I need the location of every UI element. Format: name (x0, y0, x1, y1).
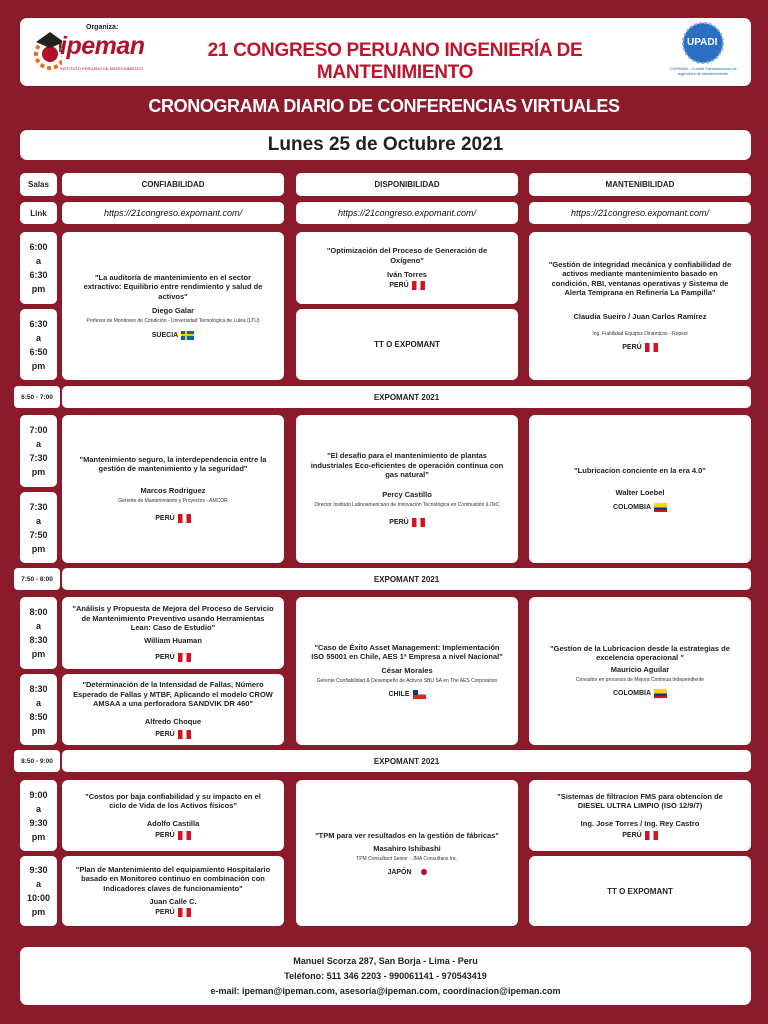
time-slot: 9:30 a 10:00 pm (20, 856, 57, 926)
session-title: "Mantenimiento seguro, la interdependencia entre la gestión de mantenimiento y la seguridad" (79, 454, 267, 474)
country-label: PERÚ (155, 831, 175, 839)
ipeman-subtitle: INSTITUTO PERUANO DE MANTENIMIENTO (60, 66, 144, 71)
speaker-country (613, 689, 667, 698)
speaker-name: Masahiro Ishibashi (373, 844, 441, 853)
speaker-country (387, 869, 426, 876)
speaker-country (155, 514, 190, 523)
speaker-name: Adolfo Castilla (146, 818, 200, 828)
session-card (62, 780, 284, 851)
session-title: "Determinación de la Intensidad de Fallas, Número Esperado de Fallas y MTBF, Aplicando el modelo CROW AMSAA a una perforadora SANDVIK DR 460" (73, 680, 273, 709)
speaker-affiliation: Director Instituto Latinoamericano de Innovación Tecnológica en Combustión iLiTeC (314, 501, 500, 508)
ipeman-logo (26, 22, 154, 82)
country-label: JAPÓN (387, 868, 412, 876)
time-slot: 8:30 a 8:50 pm (20, 674, 57, 745)
speaker-name: Claudia Sueiro / Juan Carlos Ramírez (573, 311, 707, 321)
session-title: "TPM para ver resultados en la gestión de fábricas" (315, 830, 499, 840)
speaker-affiliation: Profesor de Monitoreo de Condición - Universidad Tecnológica de Lulea (LTU) (86, 318, 260, 324)
room-link-disponibilidad[interactable]: https://21congreso.expomant.com/ (296, 202, 518, 224)
room-header-disponibilidad: DISPONIBILIDAD (296, 173, 518, 196)
session-title: "Lubricacion conciente en la era 4.0" (574, 466, 706, 476)
tt-expomant-label: TT O EXPOMANT (374, 340, 440, 349)
room-header-confiabilidad: CONFIABILIDAD (62, 173, 284, 196)
ipeman-wordmark: ipeman (60, 32, 145, 60)
country-label: PERÚ (155, 730, 175, 738)
time-slot: 7:30 a 7:50 pm (20, 492, 57, 563)
country-label: SUECIA (151, 331, 179, 339)
session-card (62, 232, 284, 380)
country-label: PERÚ (155, 515, 175, 523)
session-title: "Sistemas de filtracion FMS para obtencion de DIESEL ULTRA LIMPIO (ISO 12/9/7) (557, 791, 723, 810)
link-label: Link (20, 202, 57, 224)
break-time: 6:50 - 7:00 (14, 386, 60, 408)
speaker-country (389, 518, 424, 527)
header-banner (20, 18, 751, 86)
speaker-country (155, 730, 190, 739)
time-slot: 9:00 a 9:30 pm (20, 780, 57, 851)
break-time: 8:50 - 9:00 (14, 750, 60, 772)
peru-flag-icon (412, 518, 425, 527)
country-label: PERÚ (155, 909, 175, 917)
break-time: 7:50 - 8:00 (14, 568, 60, 590)
session-title: "Plan de Mantenimiento del equipamiento Hospitalario basado en Monitoreo continuo en combinación con Indicadores claves de funcionamiento" (75, 864, 271, 893)
footer-contact (20, 947, 751, 1005)
speaker-affiliation: Gerente de Mantenimiento y Proyectos - AMCOR (118, 497, 228, 504)
speaker-name: Juan Calle C. (149, 897, 197, 907)
session-title: "Optimización del Proceso de Generación de Oxígeno" (326, 246, 488, 265)
session-card (62, 597, 284, 669)
speaker-name: Diego Galar (151, 306, 195, 315)
country-label: PERÚ (155, 653, 175, 661)
speaker-country (389, 690, 426, 699)
speaker-country (613, 503, 667, 512)
peru-flag-icon (645, 343, 658, 352)
session-card (296, 309, 518, 380)
chile-flag-icon (413, 690, 426, 699)
session-card (62, 674, 284, 745)
rooms-label: Salas (20, 173, 57, 196)
upadi-wordmark: UPADI (687, 37, 718, 48)
session-card (62, 415, 284, 563)
session-card (529, 232, 751, 380)
speaker-country (622, 343, 657, 352)
speaker-country (152, 331, 194, 340)
speaker-name: Ing. Jose Torres / Ing. Rey Castro (580, 818, 700, 828)
country-label: PERÚ (389, 519, 409, 526)
speaker-name: Alfredo Choque (144, 716, 202, 726)
expomant-break: EXPOMANT 2021 (62, 386, 751, 408)
speaker-name: Percy Castillo (382, 489, 432, 499)
colombia-flag-icon (654, 503, 667, 512)
gear-icon (26, 28, 62, 78)
session-title: "El desafío para el mantenimiento de plantas industriales Eco-eficientes de operación continua con gas natural" (310, 451, 504, 479)
upadi-logo (663, 22, 743, 82)
speaker-country (389, 281, 424, 290)
footer-phone: Teléfono: 511 346 2203 - 990061141 - 970543419 (284, 970, 487, 981)
session-card (296, 232, 518, 304)
schedule-date: Lunes 25 de Octubre 2021 (20, 130, 751, 160)
peru-flag-icon (178, 908, 191, 917)
speaker-name: Iván Torres (387, 270, 427, 279)
session-card (529, 415, 751, 563)
session-card (529, 780, 751, 851)
peru-flag-icon (645, 831, 658, 840)
session-title: "Gestion de la Lubricacion desde la estrategias de excelencia operacional " (550, 643, 730, 663)
country-label: PERÚ (622, 831, 642, 839)
colombia-flag-icon (654, 689, 667, 698)
japan-flag-icon (421, 869, 427, 875)
session-card (296, 597, 518, 745)
speaker-affiliation: Gerente Confiabilidad & Desempeño de Activos SBU SA en The AES Corporation (316, 677, 498, 684)
session-title: "La auditoría de mantenimiento en el sector extractivo: Equilibrio entre rendimiento y salud de activos" (83, 272, 263, 301)
room-header-mantenibilidad: MANTENIBILIDAD (529, 173, 751, 196)
peru-flag-icon (178, 730, 191, 739)
time-slot: 8:00 a 8:30 pm (20, 597, 57, 669)
speaker-country (622, 831, 657, 840)
session-title: "Costos por baja confiabilidad y su impacto en el ciclo de Vida de los Activos físicos" (85, 791, 261, 810)
room-link-mantenibilidad[interactable]: https://21congreso.expomant.com/ (529, 202, 751, 224)
peru-flag-icon (178, 653, 191, 662)
speaker-name: César Morales (381, 665, 433, 675)
expomant-break: EXPOMANT 2021 (62, 750, 751, 772)
congress-title: 21 CONGRESO PERUANO INGENIERÍA DE MANTENIMIENTO (207, 40, 583, 83)
peru-flag-icon (412, 281, 425, 290)
session-card (529, 856, 751, 926)
session-card (62, 856, 284, 926)
speaker-name: Mauricio Aguilar (610, 664, 670, 674)
speaker-affiliation: Ing. Fiabilidad Equipos Dinámicos - Repsol (592, 330, 688, 337)
time-slot: 7:00 a 7:30 pm (20, 415, 57, 487)
schedule-subtitle: CRONOGRAMA DIARIO DE CONFERENCIAS VIRTUALES (148, 96, 620, 116)
country-label: PERÚ (622, 344, 642, 352)
peru-flag-icon (178, 514, 191, 523)
session-card (529, 597, 751, 745)
session-title: "Gestión de integridad mecánica y confiabilidad de activos mediante mantenimiento basado en condición, RBI, ventanas operativas y Sistema de Alerta Temprana en Refinería La Pampilla" (548, 259, 732, 298)
speaker-country (155, 653, 190, 662)
upadi-caption: COPIMAN - Comité Panamericano de Ingeniería de Mantenimiento (669, 66, 737, 76)
peru-flag-icon (178, 831, 191, 840)
speaker-country (155, 908, 190, 917)
room-link-confiabilidad[interactable]: https://21congreso.expomant.com/ (62, 202, 284, 224)
session-card (296, 415, 518, 563)
country-label: COLOMBIA (612, 690, 652, 698)
sweden-flag-icon (181, 331, 194, 340)
speaker-name: Walter Loebel (615, 487, 665, 497)
session-card (296, 780, 518, 926)
session-title: "Análisis y Propuesta de Mejora del Proceso de Servicio de Mantenimiento Preventivo usando Herramientas Lean: Caso de Estudio" (72, 604, 274, 633)
footer-address: Manuel Scorza 287, San Borja - Lima - Peru (293, 955, 478, 966)
session-title: "Caso de Éxito Asset Management: Implementación ISO 55001 en Chile, AES 1ª Empresa a nivel Nacional" (311, 642, 503, 662)
time-slot: 6:30 a 6:50 pm (20, 309, 57, 380)
speaker-name: William Huaman (144, 635, 202, 645)
country-label: CHILE (388, 691, 410, 699)
organiza-label: Organiza: (86, 24, 119, 31)
speaker-affiliation: Consultor en procesos de Mejora Continua Independiente (575, 676, 705, 683)
tt-expomant-label: TT O EXPOMANT (607, 886, 673, 896)
speaker-affiliation: TPM Consultant Senior - JMA Consultans Inc. (356, 856, 458, 862)
time-slot: 6:00 a 6:30 pm (20, 232, 57, 304)
speaker-country (155, 831, 190, 840)
footer-email[interactable]: e-mail: ipeman@ipeman.com, asesoria@ipeman.com, coordinacion@ipeman.com (210, 985, 561, 996)
country-label: PERÚ (389, 282, 409, 289)
country-label: COLOMBIA (612, 503, 652, 511)
speaker-name: Marcos Rodriguez (140, 485, 206, 495)
expomant-break: EXPOMANT 2021 (62, 568, 751, 590)
